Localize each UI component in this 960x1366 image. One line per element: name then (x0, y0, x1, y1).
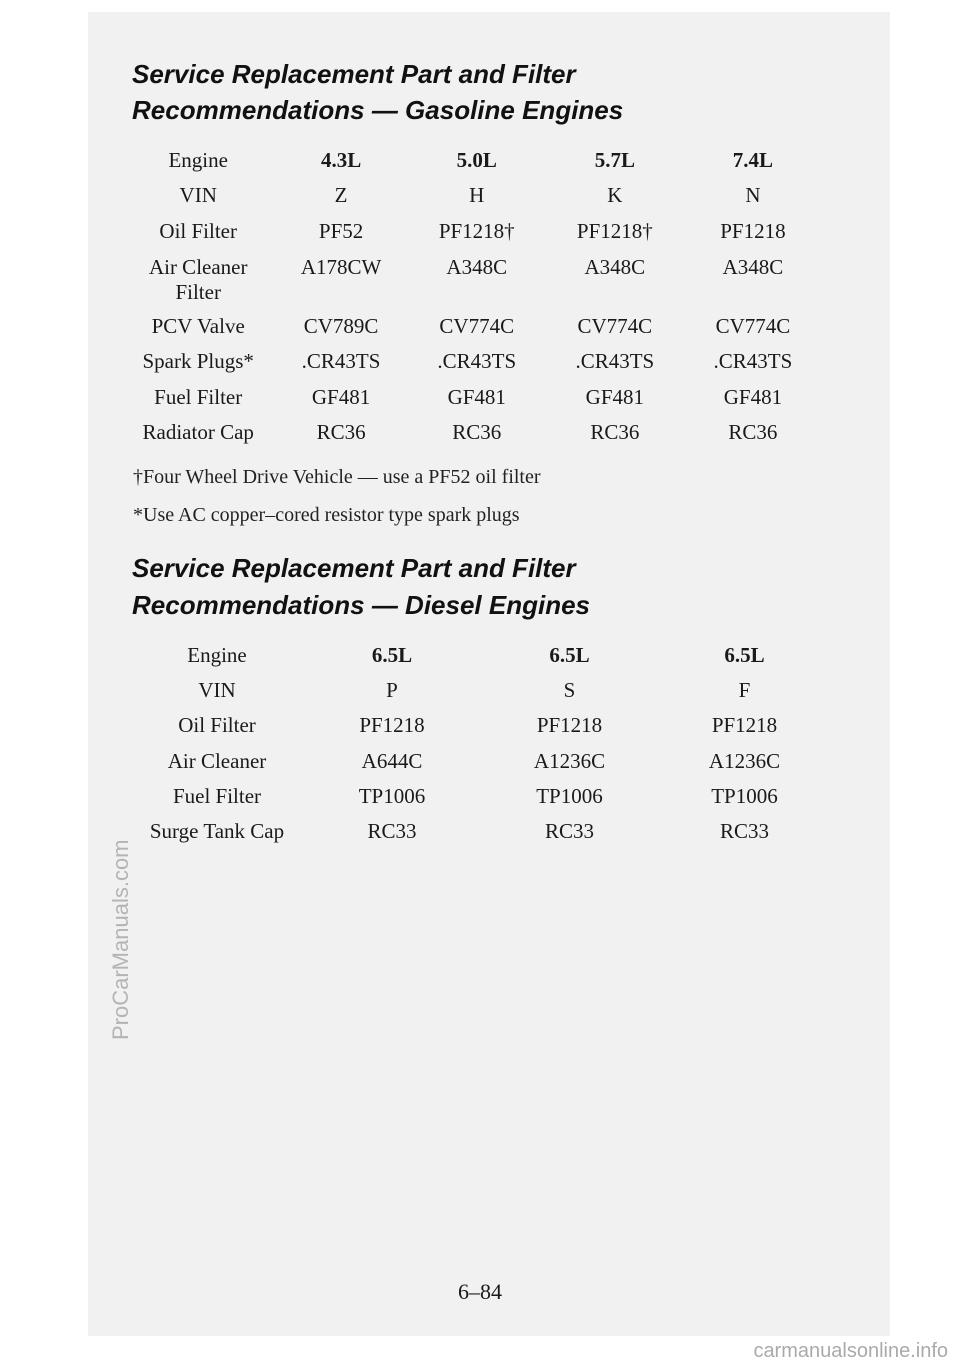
table-cell: S (563, 678, 576, 702)
gasoline-parts-table (122, 148, 822, 456)
table-cell: CV774C (439, 314, 515, 338)
table-cell: GF481 (311, 385, 371, 409)
page-number: 6–84 (458, 1279, 502, 1304)
diesel-parts-table (132, 643, 832, 855)
table-cell: TP1006 (536, 784, 603, 808)
table-cell: PF1218 (536, 713, 603, 737)
row-label: Air Cleaner (167, 749, 267, 773)
table-cell: GF481 (447, 385, 506, 409)
table-cell: PF1218 (359, 713, 425, 737)
table-cell: 5.0L (456, 148, 497, 172)
diesel-heading-line1: Service Replacement Part and Filter (132, 553, 576, 583)
table-cell: F (738, 678, 751, 702)
table-cell: .CR43TS (437, 349, 517, 373)
row-label: Air Cleaner Filter (148, 255, 248, 304)
table-cell: K (607, 183, 623, 207)
table-cell: P (386, 678, 398, 702)
table-row (122, 314, 822, 349)
gasoline-heading-line1: Service Replacement Part and Filter (132, 59, 576, 89)
table-cell: A348C (722, 255, 784, 279)
table-header-row (132, 643, 832, 678)
row-label: Surge Tank Cap (149, 819, 285, 843)
table-cell: A178CW (300, 255, 382, 279)
table-cell: .CR43TS (575, 349, 655, 373)
table-cell: CV774C (577, 314, 653, 338)
table-cell: TP1006 (711, 784, 778, 808)
table-row (122, 385, 822, 420)
table-row (132, 749, 832, 784)
table-cell: PF1218 (711, 713, 778, 737)
watermark-text: ProCarManuals.com (108, 839, 133, 1040)
table-cell: N (745, 183, 761, 207)
table-header-row (122, 148, 822, 183)
table-cell: PF52 (318, 219, 364, 243)
table-row (132, 678, 832, 713)
table-cell: PF1218 (720, 219, 786, 243)
row-label: Fuel Filter (172, 784, 262, 808)
table-cell: RC36 (452, 420, 502, 444)
table-cell: GF481 (723, 385, 783, 409)
table-cell: RC36 (590, 420, 640, 444)
table-cell: A1236C (708, 749, 781, 773)
diesel-heading-line2: Recommendations — Diesel Engines (132, 590, 591, 620)
table-cell: RC33 (367, 819, 417, 843)
four-wheel-drive-note: †Four Wheel Drive Vehicle — use a PF52 oil filter (133, 466, 541, 488)
table-cell: A1236C (533, 749, 606, 773)
table-cell: CV789C (303, 314, 379, 338)
table-cell: A348C (584, 255, 646, 279)
table-cell: Z (334, 183, 348, 207)
row-label: Oil Filter (178, 713, 256, 737)
table-row (122, 349, 822, 385)
table-cell: RC33 (719, 819, 769, 843)
table-cell: PF1218† (438, 219, 515, 243)
table-cell: RC33 (544, 819, 594, 843)
table-row (122, 219, 822, 255)
row-label: Fuel Filter (154, 385, 243, 409)
table-cell: GF481 (585, 385, 645, 409)
table-cell: 4.3L (320, 148, 362, 172)
table-cell: 6.5L (724, 643, 765, 667)
table-cell: TP1006 (358, 784, 426, 808)
table-cell: 7.4L (732, 148, 774, 172)
row-label: Oil Filter (159, 219, 237, 243)
row-label: VIN (179, 183, 217, 207)
table-cell: 6.5L (549, 643, 590, 667)
table-cell: A348C (446, 255, 508, 279)
row-label: VIN (198, 678, 236, 702)
table-row (132, 784, 832, 819)
row-label: PCV Valve (151, 314, 245, 338)
table-cell: RC36 (728, 420, 778, 444)
row-label: Radiator Cap (142, 420, 254, 444)
table-cell: CV774C (715, 314, 791, 338)
table-row (132, 713, 832, 749)
table-cell: PF1218† (576, 219, 653, 243)
table-cell: H (469, 183, 485, 207)
row-label: Engine (187, 643, 247, 667)
table-row (122, 183, 822, 219)
table-row (122, 420, 822, 456)
table-cell: RC36 (316, 420, 366, 444)
table-row (122, 255, 822, 314)
table-row (132, 819, 832, 855)
table-cell: .CR43TS (713, 349, 793, 373)
table-cell: 6.5L (371, 643, 413, 667)
table-cell: .CR43TS (301, 349, 381, 373)
gasoline-heading-line2: Recommendations — Gasoline Engines (132, 95, 624, 125)
spark-plug-note: *Use AC copper–cored resistor type spark plugs (133, 504, 520, 526)
table-cell: 5.7L (594, 148, 635, 172)
footer-site-text: carmanualsonline.info (753, 1340, 948, 1362)
row-label: Engine (168, 148, 228, 172)
table-cell: A644C (361, 749, 423, 773)
row-label: Spark Plugs* (142, 349, 254, 373)
